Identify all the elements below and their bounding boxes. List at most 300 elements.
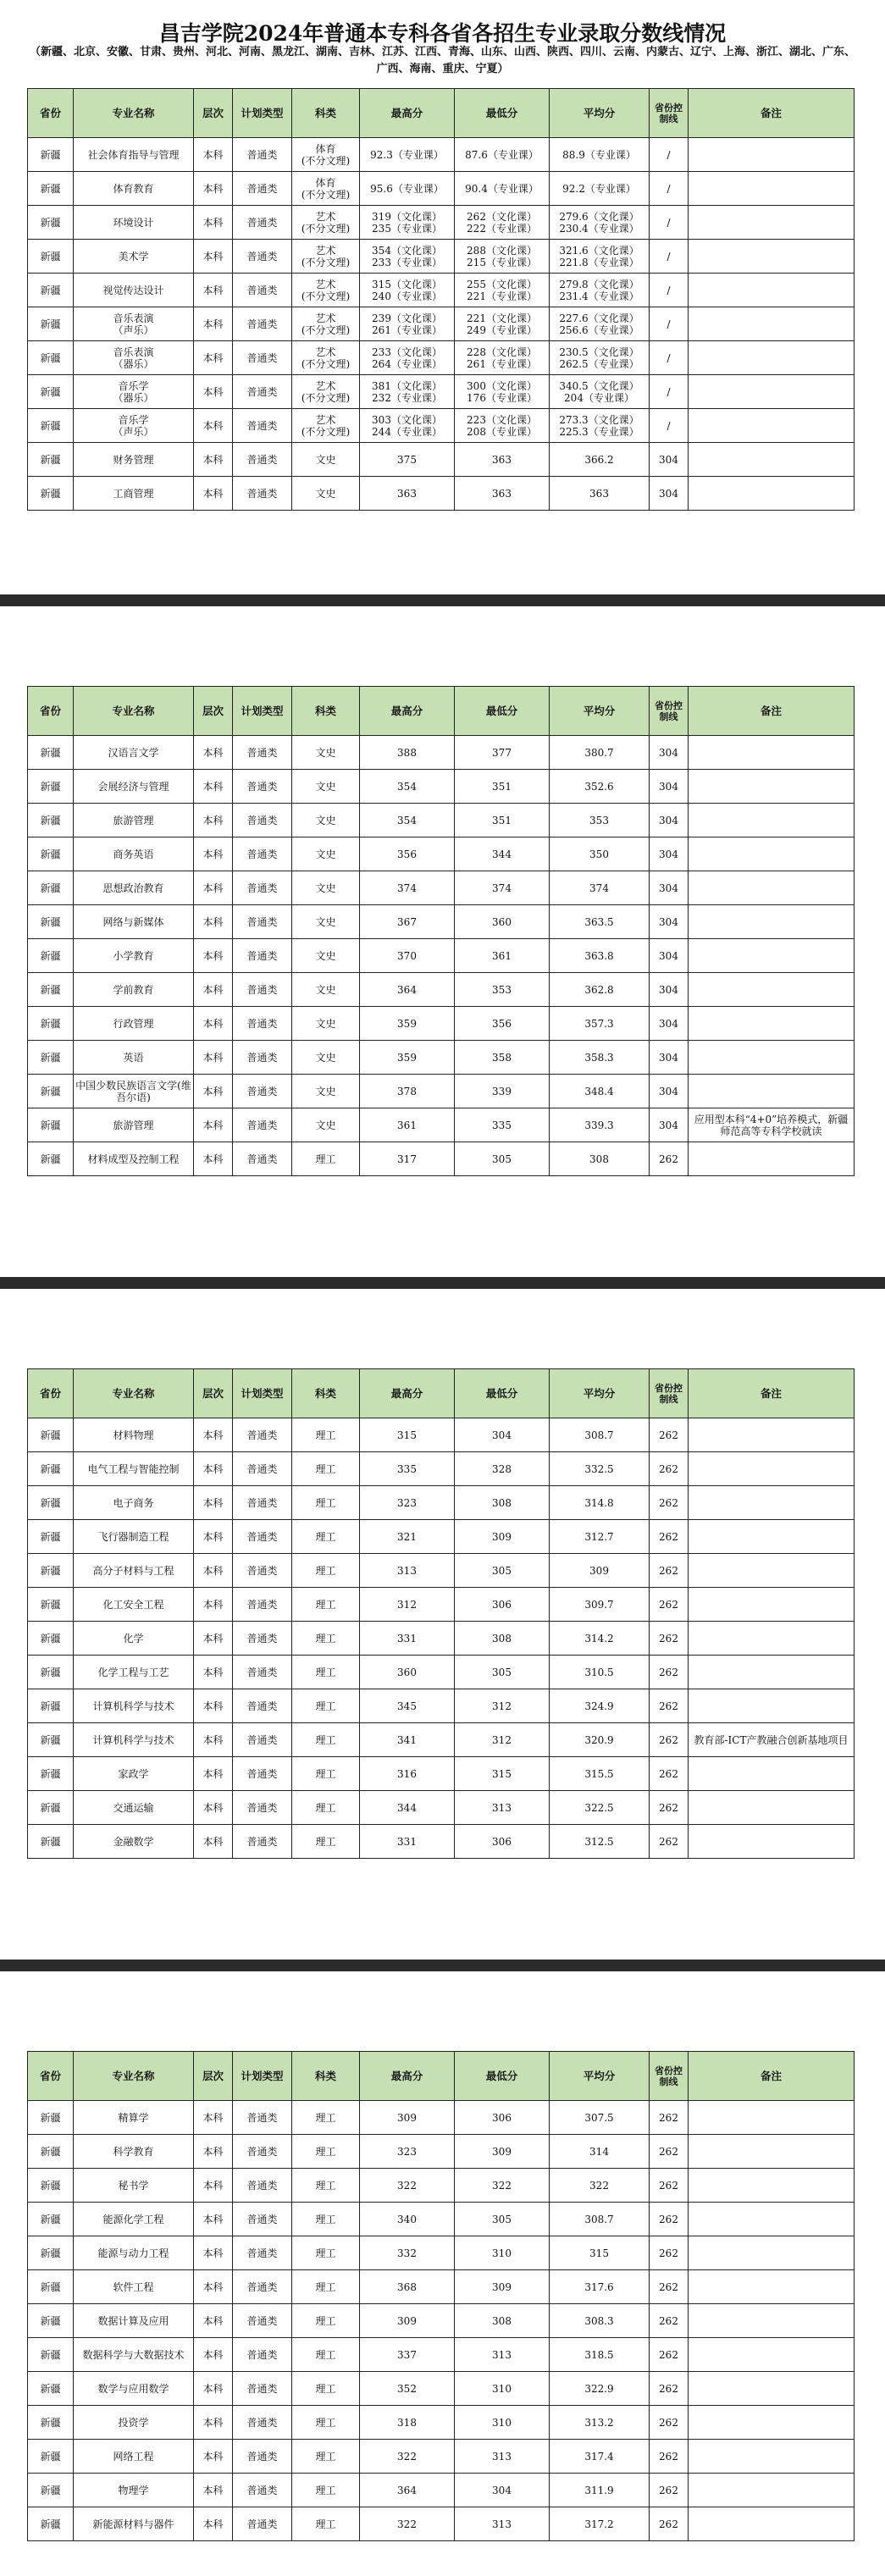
table-cell: 310.5 <box>550 1656 650 1689</box>
table-cell: 314.2 <box>550 1622 650 1656</box>
table-cell: 344 <box>360 1791 455 1825</box>
table-row <box>28 1418 855 1452</box>
table-row <box>28 2372 855 2406</box>
table-cell: 家政学 <box>74 1757 194 1791</box>
column-header: 专业名称 <box>74 2052 194 2101</box>
table-cell: / <box>650 206 689 240</box>
table-cell: 350 <box>550 837 650 871</box>
table-row <box>28 443 855 477</box>
table-cell: 普通类 <box>233 1486 292 1520</box>
table-cell: 商务英语 <box>74 837 194 871</box>
table-cell: 本科 <box>194 206 233 240</box>
note-cell <box>689 1656 855 1689</box>
table-cell: 322 <box>360 2169 455 2203</box>
table-cell: 312 <box>360 1588 455 1622</box>
table-cell: 电子商务 <box>74 1486 194 1520</box>
table-cell: 普通类 <box>233 1588 292 1622</box>
table-cell: 306 <box>455 1588 550 1622</box>
table-cell: 375 <box>360 443 455 477</box>
table-cell: 本科 <box>194 1452 233 1486</box>
table-cell: 理工 <box>292 1452 360 1486</box>
table-cell: 新疆 <box>28 804 74 837</box>
table-cell: 思想政治教育 <box>74 871 194 905</box>
table-cell: 315.5 <box>550 1757 650 1791</box>
table-cell: 新疆 <box>28 274 74 307</box>
table-row <box>28 1554 855 1588</box>
note-cell <box>689 2169 855 2203</box>
table-cell: 本科 <box>194 2169 233 2203</box>
note-cell <box>689 2372 855 2406</box>
table-cell: 381（文化课） 232（专业课） <box>360 375 455 409</box>
column-header: 最高分 <box>360 687 455 736</box>
table-cell: 文史 <box>292 443 360 477</box>
table-cell: 304 <box>650 973 689 1007</box>
table-cell: / <box>650 240 689 274</box>
column-header: 层次 <box>194 2052 233 2101</box>
table-cell: 英语 <box>74 1041 194 1075</box>
column-header: 科类 <box>292 89 360 138</box>
table-cell: 304 <box>650 939 689 973</box>
table-cell: 322.9 <box>550 2372 650 2406</box>
table-cell: 普通类 <box>233 736 292 770</box>
table-cell: 理工 <box>292 2101 360 2135</box>
table-cell: 数据科学与大数据技术 <box>74 2338 194 2372</box>
table-row <box>28 172 855 206</box>
column-header: 科类 <box>292 687 360 736</box>
table-cell: 新疆 <box>28 2440 74 2474</box>
table-cell: 普通类 <box>233 1757 292 1791</box>
table-cell: 本科 <box>194 1588 233 1622</box>
table-cell: 普通类 <box>233 1452 292 1486</box>
table-cell: 文史 <box>292 939 360 973</box>
table-cell: 新疆 <box>28 837 74 871</box>
table-cell: 普通类 <box>233 837 292 871</box>
table-cell: 新疆 <box>28 1007 74 1041</box>
table-cell: 新疆 <box>28 1723 74 1757</box>
note-cell <box>689 2270 855 2304</box>
table-cell: 理工 <box>292 1418 360 1452</box>
table-cell: 网络工程 <box>74 2440 194 2474</box>
table-cell: 306 <box>455 1825 550 1859</box>
table-cell: 普通类 <box>233 804 292 837</box>
table-cell: 323 <box>360 2135 455 2169</box>
table-cell: 普通类 <box>233 240 292 274</box>
table-row <box>28 905 855 939</box>
table-cell: 理工 <box>292 1554 360 1588</box>
table-cell: 理工 <box>292 1689 360 1723</box>
table-cell: 本科 <box>194 1041 233 1075</box>
note-cell <box>689 2236 855 2270</box>
table-cell: 305 <box>455 2203 550 2236</box>
table-cell: 331 <box>360 1825 455 1859</box>
table-cell: 335 <box>455 1108 550 1142</box>
table-cell: 普通类 <box>233 2507 292 2541</box>
table-cell: 305 <box>455 1656 550 1689</box>
table-cell: 362.8 <box>550 973 650 1007</box>
table-cell: 环境设计 <box>74 206 194 240</box>
table-row <box>28 1791 855 1825</box>
table-cell: 262 <box>650 2440 689 2474</box>
table-cell: 艺术 (不分文理) <box>292 375 360 409</box>
table-cell: 普通类 <box>233 1108 292 1142</box>
table-row <box>28 2135 855 2169</box>
table-cell: 新疆 <box>28 1142 74 1176</box>
table-cell: 理工 <box>292 2236 360 2270</box>
table-cell: 材料物理 <box>74 1418 194 1452</box>
table-cell: 数学与应用数学 <box>74 2372 194 2406</box>
table-cell: 本科 <box>194 138 233 172</box>
table-cell: 社会体育指导与管理 <box>74 138 194 172</box>
table-row <box>28 2474 855 2507</box>
table-cell: 262 <box>650 2406 689 2440</box>
column-header: 计划类型 <box>233 2052 292 2101</box>
table-cell: 本科 <box>194 2270 233 2304</box>
table-cell: 艺术 (不分文理) <box>292 409 360 443</box>
column-header: 层次 <box>194 687 233 736</box>
note-cell <box>689 2338 855 2372</box>
table-cell: 化学 <box>74 1622 194 1656</box>
table-cell: 新疆 <box>28 1041 74 1075</box>
table-cell: 新疆 <box>28 1791 74 1825</box>
table-row <box>28 1520 855 1554</box>
table-cell: / <box>650 172 689 206</box>
table-cell: 352.6 <box>550 770 650 804</box>
table-cell: 高分子材料与工程 <box>74 1554 194 1588</box>
table-cell: 262 <box>650 1554 689 1588</box>
table-cell: 351 <box>455 804 550 837</box>
table-cell: 308.3 <box>550 2304 650 2338</box>
table-cell: 255（文化课） 221（专业课） <box>455 274 550 307</box>
table-cell: 92.3（专业课） <box>360 138 455 172</box>
table-cell: 普通类 <box>233 2270 292 2304</box>
table-cell: 308.7 <box>550 1418 650 1452</box>
note-cell <box>689 1142 855 1176</box>
table-cell: 新疆 <box>28 307 74 341</box>
table-cell: 本科 <box>194 1418 233 1452</box>
column-header: 备注 <box>689 1369 855 1418</box>
table-cell: 新疆 <box>28 871 74 905</box>
table-cell: 普通类 <box>233 307 292 341</box>
table-cell: 262 <box>650 1452 689 1486</box>
table-cell: 新疆 <box>28 1486 74 1520</box>
table-cell: 317.4 <box>550 2440 650 2474</box>
table-cell: 理工 <box>292 1520 360 1554</box>
table-cell: 视觉传达设计 <box>74 274 194 307</box>
table-header-row <box>28 687 855 736</box>
table-cell: 309 <box>455 1520 550 1554</box>
table-cell: 金融数学 <box>74 1825 194 1859</box>
table-cell: 本科 <box>194 2406 233 2440</box>
table-cell: 316 <box>360 1757 455 1791</box>
table-cell: 313 <box>455 2338 550 2372</box>
table-cell: 理工 <box>292 1757 360 1791</box>
table-cell: 328 <box>455 1452 550 1486</box>
table-cell: 普通类 <box>233 206 292 240</box>
note-cell <box>689 1520 855 1554</box>
table-cell: 新疆 <box>28 1520 74 1554</box>
table-cell: 322 <box>550 2169 650 2203</box>
note-cell <box>689 804 855 837</box>
table-cell: 艺术 (不分文理) <box>292 341 360 375</box>
table-cell: 304 <box>650 477 689 511</box>
table-cell: 本科 <box>194 172 233 206</box>
table-cell: 本科 <box>194 1825 233 1859</box>
table-cell: 354（文化课） 233（专业课） <box>360 240 455 274</box>
table-cell: 374 <box>550 871 650 905</box>
table-cell: 交通运输 <box>74 1791 194 1825</box>
table-cell: 计算机科学与技术 <box>74 1723 194 1757</box>
table-cell: 354 <box>360 804 455 837</box>
table-cell: 理工 <box>292 2169 360 2203</box>
table-cell: 本科 <box>194 307 233 341</box>
table-row <box>28 2270 855 2304</box>
table-cell: 本科 <box>194 1486 233 1520</box>
note-cell <box>689 206 855 240</box>
table-cell: 262 <box>650 2270 689 2304</box>
table-cell: 358 <box>455 1041 550 1075</box>
table-cell: 262 <box>650 2507 689 2541</box>
table-cell: 315 <box>550 2236 650 2270</box>
table-cell: 精算学 <box>74 2101 194 2135</box>
column-header: 专业名称 <box>74 687 194 736</box>
table-cell: 新疆 <box>28 973 74 1007</box>
table-cell: 363 <box>455 443 550 477</box>
table-cell: 本科 <box>194 2236 233 2270</box>
table-cell: 新能源材料与器件 <box>74 2507 194 2541</box>
table-cell: 313.2 <box>550 2406 650 2440</box>
table-cell: 文史 <box>292 736 360 770</box>
table-cell: 262 <box>650 2203 689 2236</box>
table-cell: 普通类 <box>233 1656 292 1689</box>
table-cell: 新疆 <box>28 443 74 477</box>
table-cell: 309 <box>360 2304 455 2338</box>
table-cell: 新疆 <box>28 905 74 939</box>
table-cell: 317 <box>360 1142 455 1176</box>
table-cell: 304 <box>650 1108 689 1142</box>
table-cell: 理工 <box>292 2304 360 2338</box>
table-cell: 普通类 <box>233 2474 292 2507</box>
table-cell: 普通类 <box>233 375 292 409</box>
table-cell: 262 <box>650 1825 689 1859</box>
table-cell: 367 <box>360 905 455 939</box>
table-cell: 旅游管理 <box>74 1108 194 1142</box>
table-cell: / <box>650 274 689 307</box>
table-cell: 普通类 <box>233 1520 292 1554</box>
note-cell <box>689 871 855 905</box>
table-cell: 273.3（文化课） 225.3（专业课） <box>550 409 650 443</box>
score-table-2 <box>27 686 855 1176</box>
column-header: 最高分 <box>360 2052 455 2101</box>
table-cell: 新疆 <box>28 1108 74 1142</box>
table-cell: 新疆 <box>28 1554 74 1588</box>
table-cell: 363.8 <box>550 939 650 973</box>
table-cell: 普通类 <box>233 2406 292 2440</box>
note-cell <box>689 1418 855 1452</box>
table-cell: 本科 <box>194 1689 233 1723</box>
table-cell: 汉语言文学 <box>74 736 194 770</box>
table-cell: 本科 <box>194 837 233 871</box>
table-cell: 309 <box>455 2135 550 2169</box>
table-cell: / <box>650 138 689 172</box>
table-cell: 体育 (不分文理) <box>292 172 360 206</box>
table-cell: 理工 <box>292 2203 360 2236</box>
table-row <box>28 1656 855 1689</box>
table-cell: 普通类 <box>233 1723 292 1757</box>
table-cell: 新疆 <box>28 2169 74 2203</box>
table-cell: 304 <box>650 770 689 804</box>
table-cell: 普通类 <box>233 2338 292 2372</box>
table-cell: 新疆 <box>28 477 74 511</box>
table-cell: 新疆 <box>28 770 74 804</box>
note-cell <box>689 939 855 973</box>
table-cell: 新疆 <box>28 2203 74 2236</box>
table-row <box>28 1075 855 1108</box>
table-cell: 370 <box>360 939 455 973</box>
table-row <box>28 2203 855 2236</box>
table-cell: 新疆 <box>28 172 74 206</box>
table-cell: 普通类 <box>233 409 292 443</box>
table-cell: 普通类 <box>233 1007 292 1041</box>
table-cell: 315（文化课） 240（专业课） <box>360 274 455 307</box>
table-cell: 新疆 <box>28 2101 74 2135</box>
note-cell <box>689 1486 855 1520</box>
note-cell: 教育部-ICT产教融合创新基地项目 <box>689 1723 855 1757</box>
note-cell <box>689 1825 855 1859</box>
table-row <box>28 274 855 307</box>
table-cell: 本科 <box>194 1791 233 1825</box>
table-cell: 新疆 <box>28 1452 74 1486</box>
table-row <box>28 409 855 443</box>
table-cell: 新疆 <box>28 1075 74 1108</box>
table-cell: 310 <box>455 2236 550 2270</box>
table-cell: 文史 <box>292 770 360 804</box>
table-cell: 308 <box>455 1622 550 1656</box>
column-header: 省份 <box>28 2052 74 2101</box>
table-cell: 332 <box>360 2236 455 2270</box>
table-cell: 90.4（专业课） <box>455 172 550 206</box>
table-header-row <box>28 2052 855 2101</box>
table-cell: 普通类 <box>233 973 292 1007</box>
table-cell: 309 <box>550 1554 650 1588</box>
table-cell: 本科 <box>194 2440 233 2474</box>
table-cell: 本科 <box>194 2338 233 2372</box>
page-title: 昌吉学院2024年普通本专科各省各招生专业录取分数线情况 <box>158 21 727 46</box>
table-cell: 旅游管理 <box>74 804 194 837</box>
table-row <box>28 770 855 804</box>
table-cell: 普通类 <box>233 1554 292 1588</box>
table-cell: 262 <box>650 2304 689 2338</box>
table-cell: 普通类 <box>233 2304 292 2338</box>
table-cell: 304 <box>650 736 689 770</box>
table-cell: 262 <box>650 1142 689 1176</box>
column-header: 省份控制线 <box>650 1369 689 1418</box>
table-cell: 304 <box>650 905 689 939</box>
table-cell: 335 <box>360 1452 455 1486</box>
table-cell: 理工 <box>292 2372 360 2406</box>
table-row <box>28 1486 855 1520</box>
column-header: 最高分 <box>360 1369 455 1418</box>
table-cell: 文史 <box>292 1041 360 1075</box>
note-cell <box>689 1452 855 1486</box>
table-cell: 304 <box>650 1041 689 1075</box>
column-header: 省份 <box>28 1369 74 1418</box>
table-cell: 364 <box>360 2474 455 2507</box>
table-cell: 358.3 <box>550 1041 650 1075</box>
table-cell: 221（文化课） 249（专业课） <box>455 307 550 341</box>
table-cell: 化工安全工程 <box>74 1588 194 1622</box>
table-cell: 理工 <box>292 1825 360 1859</box>
table-cell: 文史 <box>292 1075 360 1108</box>
table-cell: 304 <box>650 1075 689 1108</box>
table-cell: 262 <box>650 2338 689 2372</box>
table-cell: 新疆 <box>28 2474 74 2507</box>
table-cell: 理工 <box>292 1486 360 1520</box>
table-cell: 262 <box>650 1622 689 1656</box>
table-cell: / <box>650 409 689 443</box>
table-cell: 理工 <box>292 2474 360 2507</box>
table-cell: 307.5 <box>550 2101 650 2135</box>
table-cell: 物理学 <box>74 2474 194 2507</box>
table-cell: 本科 <box>194 477 233 511</box>
table-row <box>28 240 855 274</box>
table-cell: 318 <box>360 2406 455 2440</box>
table-cell: 310 <box>455 2372 550 2406</box>
table-cell: 能源化学工程 <box>74 2203 194 2236</box>
table-row <box>28 307 855 341</box>
table-row <box>28 341 855 375</box>
table-cell: 新疆 <box>28 2304 74 2338</box>
table-cell: 339 <box>455 1075 550 1108</box>
table-cell: 262 <box>650 1588 689 1622</box>
table-cell: 304 <box>650 804 689 837</box>
table-cell: 艺术 (不分文理) <box>292 307 360 341</box>
table-cell: 新疆 <box>28 736 74 770</box>
column-header: 计划类型 <box>233 89 292 138</box>
table-cell: 艺术 (不分文理) <box>292 274 360 307</box>
table-row <box>28 736 855 770</box>
table-cell: 本科 <box>194 2101 233 2135</box>
table-cell: 356 <box>360 837 455 871</box>
column-header: 最低分 <box>455 2052 550 2101</box>
table-cell: 308 <box>455 1486 550 1520</box>
table-cell: 科学教育 <box>74 2135 194 2169</box>
table-cell: 227.6（文化课） 256.6（专业课） <box>550 307 650 341</box>
table-cell: 344 <box>455 837 550 871</box>
table-cell: 普通类 <box>233 2101 292 2135</box>
table-cell: / <box>650 307 689 341</box>
table-cell: 文史 <box>292 905 360 939</box>
table-cell: 本科 <box>194 939 233 973</box>
table-cell: 中国少数民族语言文学(维吾尔语) <box>74 1075 194 1108</box>
table-cell: 音乐学 （器乐） <box>74 375 194 409</box>
note-cell <box>689 1007 855 1041</box>
table-cell: 304 <box>650 837 689 871</box>
table-row <box>28 1825 855 1859</box>
table-cell: 本科 <box>194 973 233 1007</box>
table-cell: 新疆 <box>28 1588 74 1622</box>
table-cell: 普通类 <box>233 2135 292 2169</box>
note-cell <box>689 2406 855 2440</box>
table-cell: 小学教育 <box>74 939 194 973</box>
table-row <box>28 1452 855 1486</box>
page-subtitle: （新疆、北京、安徽、甘肃、贵州、河北、河南、黑龙江、湖南、吉林、江苏、江西、青海、山东、山西、陕西、四川、云南、内蒙古、辽宁、上海、浙江、湖北、广东、广西、海南、重庆、宁夏） <box>29 46 855 75</box>
table-cell: 262 <box>650 1656 689 1689</box>
note-cell <box>689 375 855 409</box>
table-cell: 会展经济与管理 <box>74 770 194 804</box>
table-cell: 374 <box>360 871 455 905</box>
table-cell: 普通类 <box>233 477 292 511</box>
column-header: 层次 <box>194 89 233 138</box>
